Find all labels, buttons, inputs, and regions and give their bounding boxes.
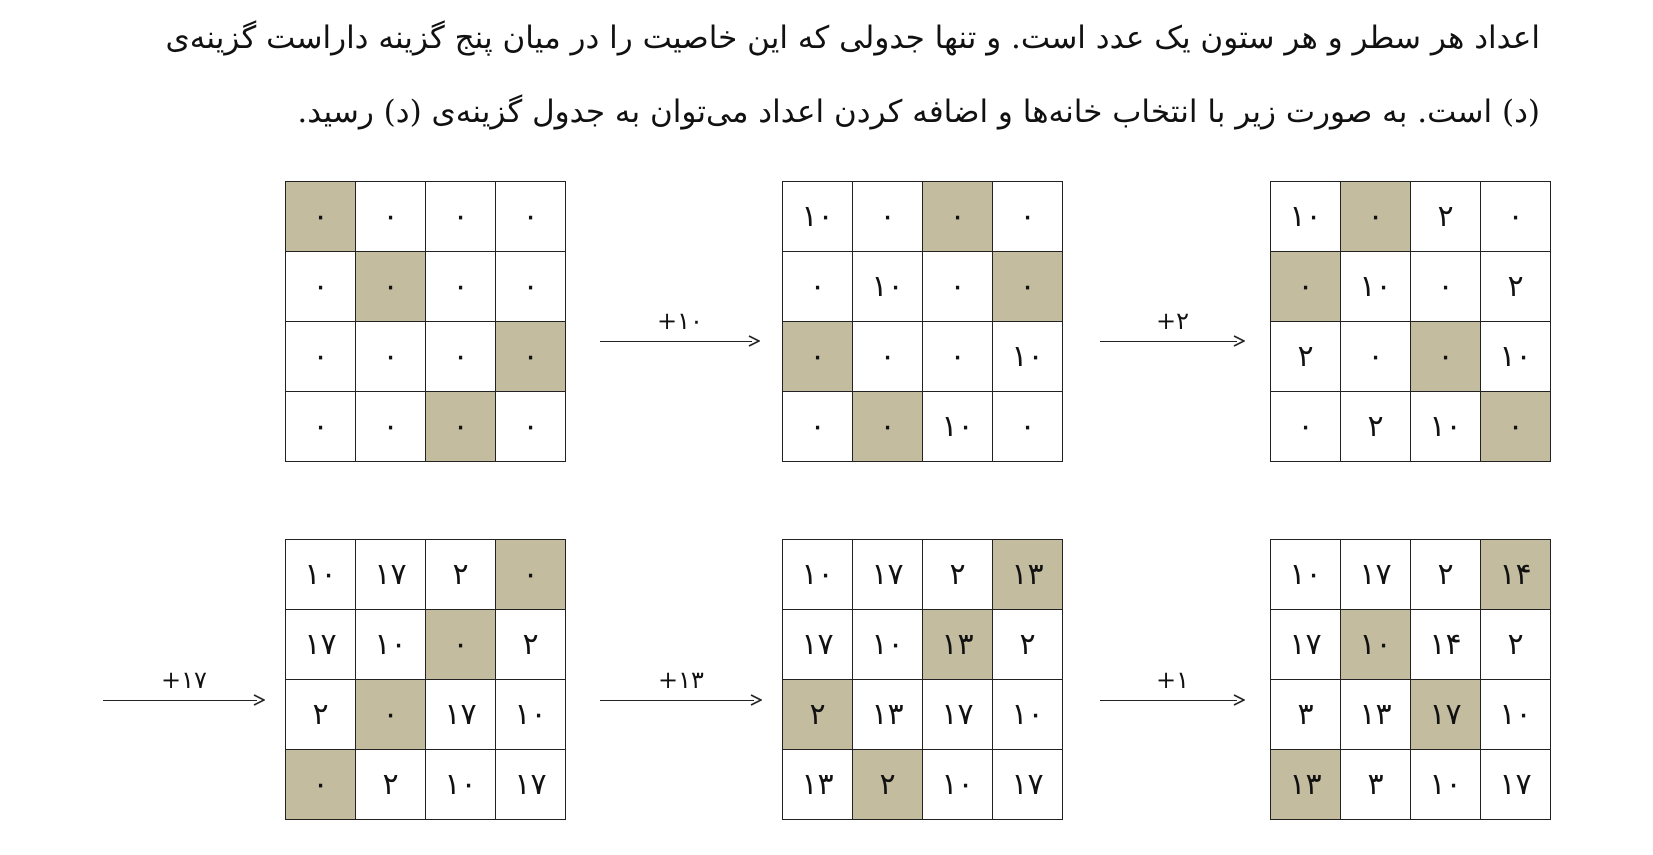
grid-row [286, 680, 566, 750]
grid-row [783, 610, 1063, 680]
grid-cell: ۱۷ [426, 680, 496, 750]
grid-cell: ۱۰ [923, 750, 993, 820]
grid-cell: ۱۴ [1411, 610, 1481, 680]
grid-cell-highlighted: ۰ [426, 392, 496, 462]
arrow-shaft [1100, 341, 1237, 342]
arrow-step-5 [1100, 667, 1245, 711]
grid-row [1271, 540, 1551, 610]
grid-cell: ۰ [1271, 392, 1341, 462]
grid-table-2 [782, 181, 1063, 462]
arrow-step-3 [103, 667, 265, 711]
arrow-label: +۱۰ [657, 307, 703, 335]
arrow-head-icon [748, 335, 760, 347]
grid-cell-highlighted: ۰ [286, 750, 356, 820]
grid-cell: ۱۰ [1481, 680, 1551, 750]
grid-cell: ۱۳ [783, 750, 853, 820]
grid-table-4 [285, 539, 566, 820]
grid-cell: ۱۰ [356, 610, 426, 680]
grid-cell: ۲ [286, 680, 356, 750]
grid-cell: ۰ [1341, 322, 1411, 392]
arrow-head-icon [1233, 694, 1245, 706]
grid-cell: ۰ [923, 252, 993, 322]
grid-cell: ۰ [496, 252, 566, 322]
grid-cell: ۱۰ [1271, 182, 1341, 252]
grid-row [1271, 182, 1551, 252]
grid-cell: ۰ [426, 252, 496, 322]
grid-cell-highlighted: ۱۷ [1411, 680, 1481, 750]
arrow-step-2 [1100, 308, 1245, 352]
grid-cell: ۱۰ [993, 322, 1063, 392]
paragraph-line-1: اعداد هر سطر و هر ستون یک عدد است. و تنها جدولی که این خاصیت را در میان پنج گزینه داراست گزینه‌ی [165, 20, 1540, 56]
grid-cell: ۰ [496, 182, 566, 252]
grid-cell: ۲ [1271, 322, 1341, 392]
grid-cell: ۰ [356, 182, 426, 252]
grid-cell: ۲ [1481, 252, 1551, 322]
arrow-shaft [600, 341, 752, 342]
grid-table-5 [782, 539, 1063, 820]
grid-cell: ۲ [1481, 610, 1551, 680]
grid-cell-highlighted: ۰ [1341, 182, 1411, 252]
grid-cell: ۰ [356, 322, 426, 392]
arrow-head-icon [750, 694, 762, 706]
grid-cell-highlighted: ۱۳ [1271, 750, 1341, 820]
arrow-shaft [600, 700, 754, 701]
grid-table-6 [1270, 539, 1551, 820]
grid-cell-highlighted: ۰ [1481, 392, 1551, 462]
grid-cell: ۱۰ [1341, 252, 1411, 322]
arrow-head-icon [253, 694, 265, 706]
grid-cell-highlighted: ۰ [1271, 252, 1341, 322]
grid-cell-highlighted: ۲ [783, 680, 853, 750]
grid-cell-highlighted: ۰ [923, 182, 993, 252]
arrow-label: +۱ [1156, 666, 1189, 694]
grid-cell: ۲ [1341, 392, 1411, 462]
grid-cell: ۳ [1341, 750, 1411, 820]
grid-cell: ۰ [1481, 182, 1551, 252]
paragraph-line-2: (د) است. به صورت زیر با انتخاب خانه‌ها و اضافه کردن اعداد می‌توان به جدول گزینه‌ی (د) رسید. [297, 94, 1540, 130]
grid-cell: ۱۷ [993, 750, 1063, 820]
grid-cell: ۰ [286, 392, 356, 462]
grid-row [1271, 680, 1551, 750]
grid-cell: ۱۰ [1411, 750, 1481, 820]
grid-cell: ۰ [426, 182, 496, 252]
grid-cell-highlighted: ۲ [853, 750, 923, 820]
grid-cell: ۱۳ [1341, 680, 1411, 750]
grid-cell: ۲ [426, 540, 496, 610]
grid-row [286, 750, 566, 820]
grid-row [783, 252, 1063, 322]
grid-cell: ۲ [496, 610, 566, 680]
grid-cell-highlighted: ۱۰ [1341, 610, 1411, 680]
grid-cell-highlighted: ۰ [496, 540, 566, 610]
grid-row [1271, 392, 1551, 462]
grid-cell: ۲ [1411, 540, 1481, 610]
grid-cell-highlighted: ۱۳ [923, 610, 993, 680]
grid-cell-highlighted: ۰ [286, 182, 356, 252]
grid-cell: ۲ [1411, 182, 1481, 252]
grid-row [783, 680, 1063, 750]
grid-cell-highlighted: ۰ [993, 252, 1063, 322]
grid-cell-highlighted: ۰ [783, 322, 853, 392]
grid-cell: ۱۷ [286, 610, 356, 680]
grid-cell: ۱۷ [1271, 610, 1341, 680]
grid-cell: ۱۷ [853, 540, 923, 610]
grid-cell-highlighted: ۰ [853, 392, 923, 462]
grid-cell: ۱۰ [1271, 540, 1341, 610]
grid-row [783, 322, 1063, 392]
grid-row [783, 540, 1063, 610]
grid-cell: ۱۰ [1411, 392, 1481, 462]
grid-cell: ۰ [1411, 252, 1481, 322]
arrow-step-4 [600, 667, 762, 711]
grid-row [783, 750, 1063, 820]
grid-cell: ۱۰ [923, 392, 993, 462]
grid-cell: ۰ [496, 392, 566, 462]
grid-cell: ۰ [923, 322, 993, 392]
grid-row [286, 322, 566, 392]
grid-row [286, 540, 566, 610]
arrow-label: +۱۳ [658, 666, 704, 694]
grid-row [783, 182, 1063, 252]
grid-cell: ۱۰ [783, 182, 853, 252]
grid-row [1271, 610, 1551, 680]
grid-cell: ۰ [426, 322, 496, 392]
grid-cell: ۱۷ [783, 610, 853, 680]
arrow-shaft [103, 700, 257, 701]
grid-cell: ۱۷ [356, 540, 426, 610]
grid-table-1 [285, 181, 566, 462]
grid-cell: ۰ [356, 392, 426, 462]
grid-cell-highlighted: ۰ [1411, 322, 1481, 392]
grid-cell: ۰ [783, 252, 853, 322]
grid-row [1271, 322, 1551, 392]
grid-cell: ۱۰ [853, 610, 923, 680]
grid-row [1271, 750, 1551, 820]
arrow-shaft [1100, 700, 1237, 701]
grid-cell: ۰ [993, 392, 1063, 462]
grid-cell: ۱۰ [853, 252, 923, 322]
grid-cell: ۰ [286, 322, 356, 392]
grid-cell: ۱۳ [853, 680, 923, 750]
grid-cell: ۱۰ [993, 680, 1063, 750]
grid-cell: ۰ [853, 322, 923, 392]
grid-cell: ۱۰ [1481, 322, 1551, 392]
grid-row [1271, 252, 1551, 322]
grid-cell: ۱۷ [1341, 540, 1411, 610]
grid-cell: ۱۷ [1481, 750, 1551, 820]
arrow-head-icon [1233, 335, 1245, 347]
grid-cell: ۱۰ [496, 680, 566, 750]
grid-cell: ۳ [1271, 680, 1341, 750]
grid-row [286, 252, 566, 322]
grid-cell: ۰ [993, 182, 1063, 252]
grid-cell-highlighted: ۰ [426, 610, 496, 680]
grid-cell: ۲ [356, 750, 426, 820]
grid-cell: ۱۷ [923, 680, 993, 750]
grid-cell-highlighted: ۰ [356, 252, 426, 322]
grid-cell: ۱۷ [496, 750, 566, 820]
grid-cell-highlighted: ۰ [496, 322, 566, 392]
arrow-step-1 [600, 308, 760, 352]
grid-cell-highlighted: ۱۳ [993, 540, 1063, 610]
grid-cell: ۰ [286, 252, 356, 322]
grid-cell: ۲ [993, 610, 1063, 680]
grid-table-3 [1270, 181, 1551, 462]
grid-cell-highlighted: ۰ [356, 680, 426, 750]
grid-cell: ۱۰ [426, 750, 496, 820]
grid-cell: ۱۰ [783, 540, 853, 610]
grid-cell-highlighted: ۱۴ [1481, 540, 1551, 610]
arrow-label: +۲ [1156, 307, 1189, 335]
grid-cell: ۰ [853, 182, 923, 252]
grid-row [783, 392, 1063, 462]
grid-cell: ۱۰ [286, 540, 356, 610]
grid-cell: ۰ [783, 392, 853, 462]
grid-row [286, 182, 566, 252]
grid-row [286, 610, 566, 680]
grid-cell: ۲ [923, 540, 993, 610]
grid-row [286, 392, 566, 462]
arrow-label: +۱۷ [161, 666, 207, 694]
